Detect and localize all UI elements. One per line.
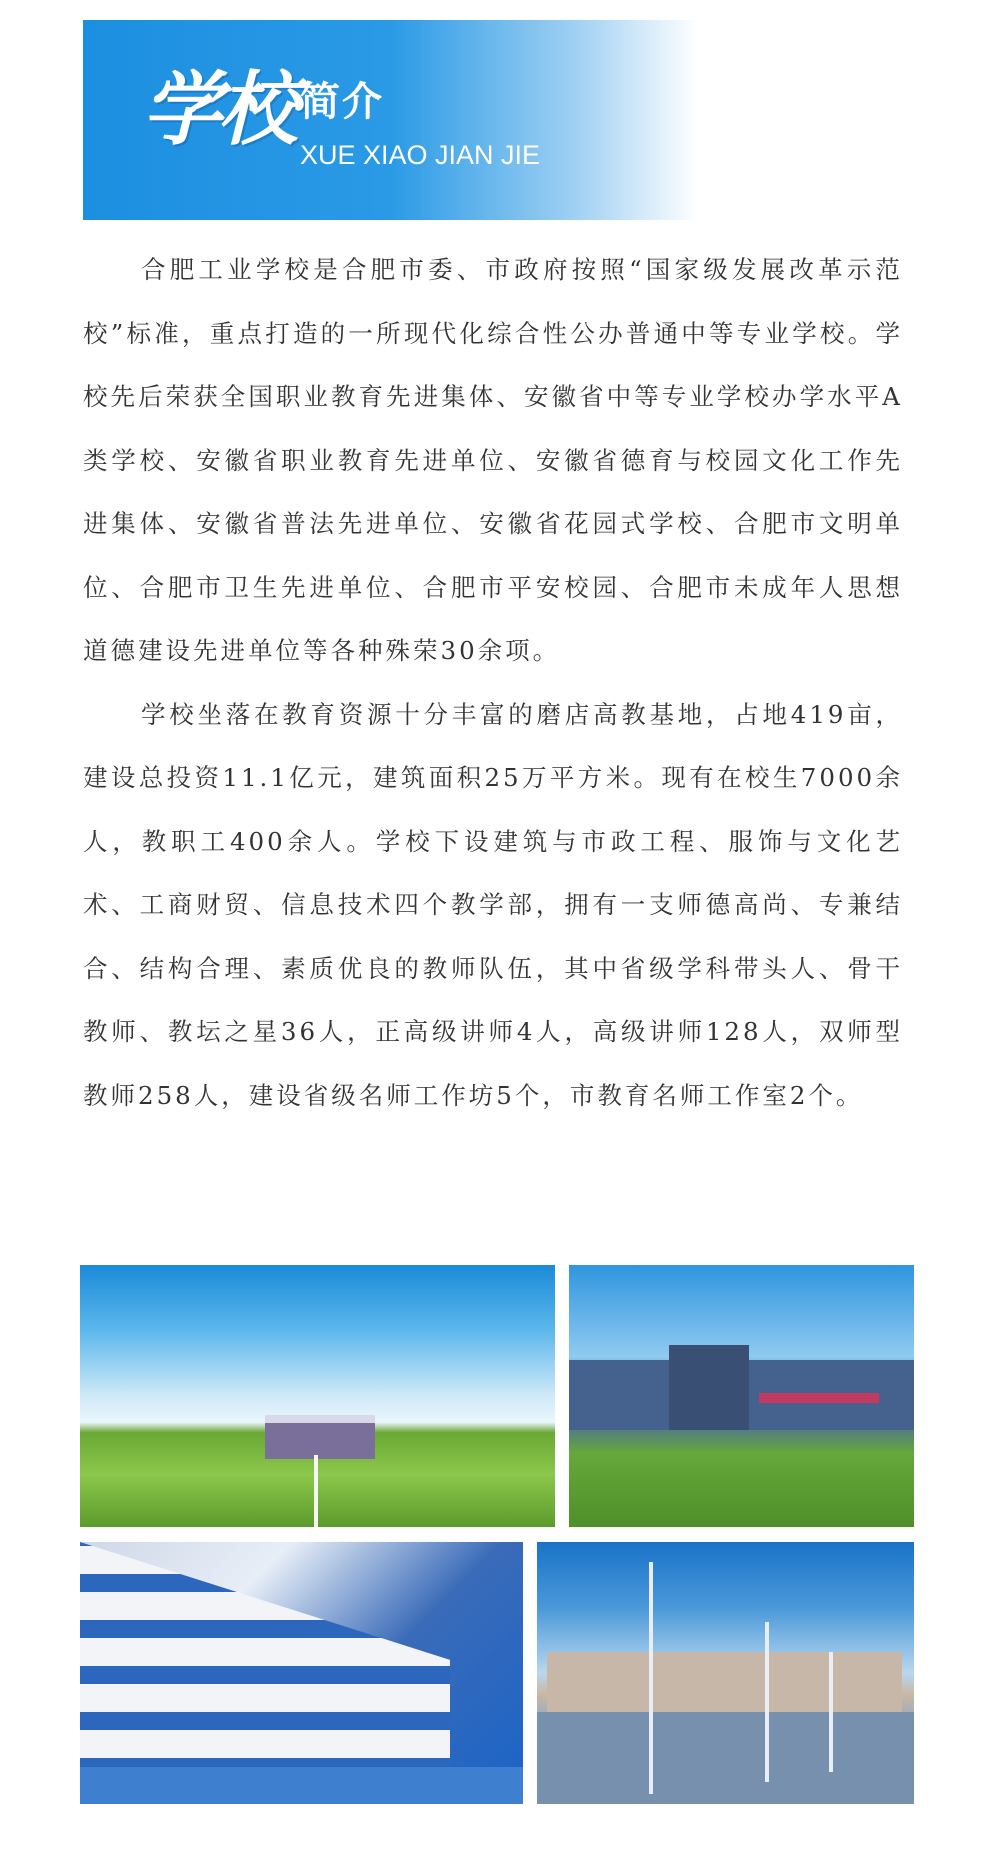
field-line-shape	[314, 1455, 318, 1527]
photo-teaching-building	[80, 1542, 523, 1804]
photo-sports-field	[80, 1265, 555, 1527]
light-pole	[829, 1652, 833, 1772]
light-pole	[649, 1562, 653, 1794]
courtyard-shape	[80, 1767, 523, 1804]
building-facade-shape	[80, 1542, 450, 1804]
photo-campus-building-garden	[569, 1265, 914, 1527]
intro-article	[83, 238, 903, 1127]
section-subtitle: 简介	[300, 79, 384, 125]
building-stripe-shape	[759, 1393, 879, 1403]
photo-campus-plaza	[537, 1542, 914, 1804]
building-tower-shape	[669, 1345, 749, 1430]
light-pole	[765, 1622, 769, 1782]
intro-paragraph-2: 学校坐落在教育资源十分丰富的磨店高教基地，占地419亩，建设总投资11.1亿元，建筑面积25万平方米。现有在校生7000余人，教职工400余人。学校下设建筑与市政工程、服饰与文化艺术、工商财贸、信息技术四个教学部，拥有一支师德高尚、专兼结合、结构合理、素质优良的教师队伍，其中省级学科带头人、骨干教师、教坛之星36人，正高级讲师4人，高级讲师128人，双师型教师258人，建设省级名师工作坊5个，市教育名师工作室2个。	[83, 699, 903, 1110]
dormitory-shape	[547, 1652, 902, 1712]
plaza-shape	[537, 1712, 914, 1804]
intro-paragraph-1: 合肥工业学校是合肥市委、市政府按照“国家级发展改革示范校”标准，重点打造的一所现代化综合性公办普通中等专业学校。学校先后荣获全国职业教育先进集体、安徽省中等专业学校办学水平A类学校、安徽省职业教育先进单位、安徽省德育与校园文化工作先进集体、安徽省普法先进单位、安徽省花园式学校、合肥市文明单位、合肥市卫生先进单位、合肥市平安校园、合肥市未成年人思想道德建设先进单位等各种殊荣30余项。	[83, 255, 903, 665]
section-title: 学校	[142, 63, 294, 156]
grandstand-shape	[265, 1415, 375, 1459]
section-pinyin: XUE XIAO JIAN JIE	[300, 140, 541, 170]
